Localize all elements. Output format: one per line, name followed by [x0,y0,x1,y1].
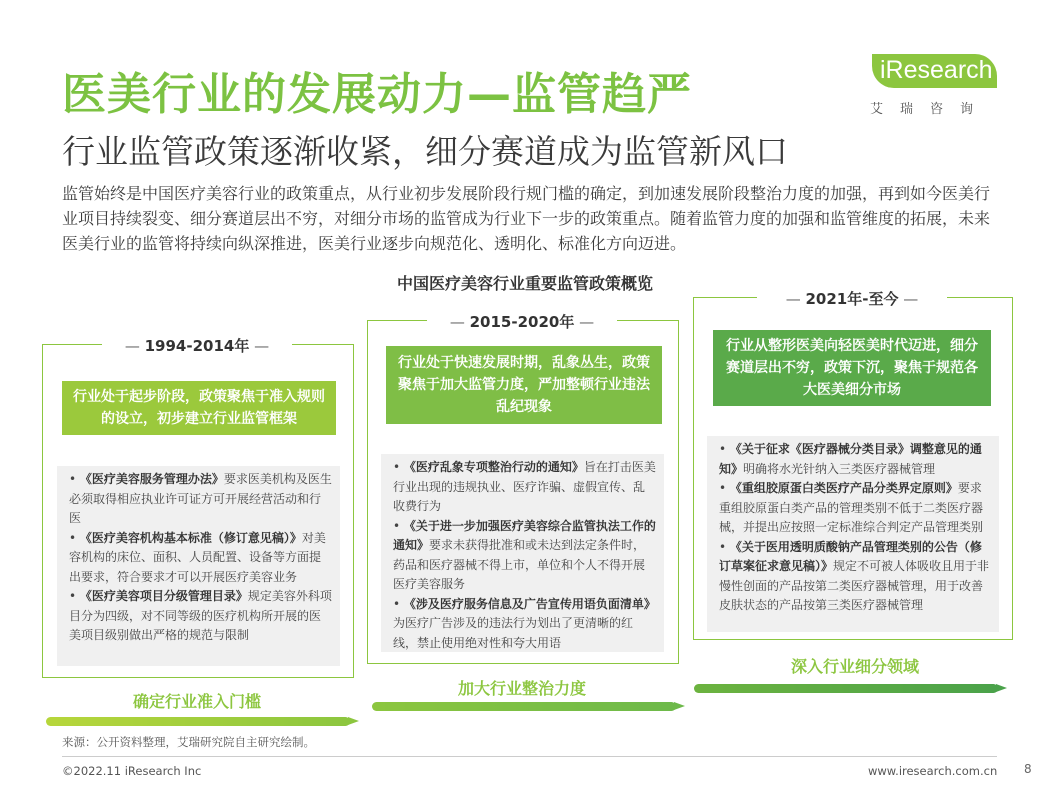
phase-arrow-2 [372,702,685,711]
period-lead-1994-2014 [62,381,336,435]
period-detail-1994-2014 [57,466,340,666]
phase-label-2: 加大行业整治力度 [457,679,586,698]
period-label-2015-2020: — 2015-2020年 — [427,311,617,331]
period-label-text: 1994-2014年 [144,337,250,355]
policy-text: 规定美容外科项目分为四级，对不同等级的医疗机构所开展的医美项目级别做出严格的规范与限制 [69,589,332,642]
overview-title: 中国医疗美容行业重要监管政策概览 [396,274,653,293]
policy-item: • 《医疗美容服务管理办法》要求医美机构及医生必须取得相应执业许可证方可开展经营活动和行医 [69,472,332,525]
phase-arrow-1 [46,717,359,726]
policy-item: • 《关于征求《医疗器械分类目录》调整意见的通知》明确将水光针纳入三类医疗器械管理 [719,442,982,476]
copyright: ©2022.11 iResearch Inc [62,764,202,778]
policy-item: • 《医疗美容项目分级管理目录》规定美容外科项目分为四级，对不同等级的医疗机构所开展的医美项目级别做出严格的规范与限制 [69,589,332,642]
period-label-1994-2014: — 1994-2014年 — [102,335,292,355]
policy-text: 要求重组胶原蛋白类产品的管理类别不低于二类医疗器械，并提出应按照一定标准综合判定产品管理类别 [719,481,984,534]
period-label-2021-now: — 2021年-至今 — [757,288,947,308]
policy-text: 要求未获得批准和或未达到法定条件时，药品和医疗器械不得上市，单位和个人不得开展医疗美容服务 [393,538,646,591]
period-label-text: 2015-2020年 [469,313,575,331]
policy-title: 《医疗美容服务管理办法》 [79,472,224,486]
intro-paragraph: 监管始终是中国医疗美容行业的政策重点，从行业初步发展阶段行规门槛的确定，到加速发展阶段整治力度的加强，再到如今医美行业项目持续裂变、细分赛道层出不穷，对细分市场的监管成为行业下一步的政策重点。随着监管力度的加强和监管维度的拓展，未来医美行业的监管将持续向纵深推进，医美行业逐步向规范化、透明化、标准化方向迈进。 [62,184,991,253]
period-detail-2021-now [707,436,999,632]
policy-title: 《医疗美容机构基本标准（修订意见稿）》 [79,530,302,545]
policy-text: 为医疗广告涉及的违法行为划出了更清晰的红线，禁止使用绝对性和夸大用语 [393,616,634,650]
policy-title: 《关于医用透明质酸钠产品管理类别的公告（修订草案征求意见稿）》 [719,539,982,573]
policy-text: 明确将水光针纳入三类医疗器械管理 [743,461,936,476]
period-lead-2021-now [713,330,991,406]
period-lead-text: 行业从整形医美向轻医美时代迈进，细分赛道层出不穷，政策下沉，聚焦于规范各大医美细分市场 [726,338,978,398]
phase-arrow-3 [694,684,1007,693]
policy-item: • 《重组胶原蛋白类医疗产品分类界定原则》要求重组胶原蛋白类产品的管理类别不低于二类医疗器械，并提出应按照一定标准综合判定产品管理类别 [719,481,984,534]
policy-item: • 《医疗美容机构基本标准（修订意见稿）》对美容机构的床位、面积、人员配置、设备等方面提出要求，符合要求才可以开展医疗美容业务 [69,530,326,584]
policy-item: • 《医疗乱象专项整治行动的通知》旨在打击医美行业出现的违规执业、医疗诈骗、虚假宣传、乱收费行为 [393,460,656,513]
logo-cn-text: 艾瑞咨询 [870,102,991,117]
page-subtitle: 行业监管政策逐渐收紧，细分赛道成为监管新风口 [62,132,788,171]
policy-text: 规定不可被人体吸收且用于非慢性创面的产品按第二类医疗器械管理，用于改善皮肤状态的产品按第三类医疗器械管理 [719,559,990,612]
phase-label-3: 深入行业细分领域 [790,657,919,676]
footer-divider [62,756,997,757]
iresearch-logo [862,54,1002,120]
period-lead-2015-2020 [386,346,662,424]
phase-label-1: 确定行业准入门槛 [132,692,261,711]
policy-item: • 《关于进一步加强医疗美容综合监管执法工作的通知》要求未获得批准和或未达到法定条件时，药品和医疗器械不得上市，单位和个人不得开展医疗美容服务 [393,518,656,591]
period-detail-2015-2020 [381,454,664,652]
policy-title: 《涉及医疗服务信息及广告宣传用语负面清单》 [403,596,656,611]
logo-text: iResearch [880,56,993,84]
policy-text: 要求医美机构及医生必须取得相应执业许可证方可开展经营活动和行医 [69,472,332,525]
period-lead-text: 行业处于起步阶段，政策聚焦于准入规则的设立，初步建立行业监管框架 [73,389,325,427]
policy-title: 《关于进一步加强医疗美容综合监管执法工作的通知》 [393,518,656,552]
policy-item: • 《关于医用透明质酸钠产品管理类别的公告（修订草案征求意见稿）》规定不可被人体吸收且用于非慢性创面的产品按第二类医疗器械管理，用于改善皮肤状态的产品按第三类医疗器械管理 [719,539,990,612]
policy-title: 《关于征求《医疗器械分类目录》调整意见的通知》 [719,442,982,476]
policy-title: 《重组胶原蛋白类医疗产品分类界定原则》 [729,481,958,495]
page-number: 8 [1024,762,1032,776]
policy-text: 旨在打击医美行业出现的违规执业、医疗诈骗、虚假宣传、乱收费行为 [393,460,656,513]
source-note: 来源：公开资料整理，艾瑞研究院自主研究绘制。 [62,735,315,749]
period-label-text: 2021年-至今 [805,290,899,308]
policy-title: 《医疗乱象专项整治行动的通知》 [403,460,584,474]
policy-item: • 《涉及医疗服务信息及广告宣传用语负面清单》为医疗广告涉及的违法行为划出了更清晰的红线，禁止使用绝对性和夸大用语 [393,596,656,650]
website-link[interactable]: www.iresearch.com.cn [868,764,998,778]
period-lead-text: 行业处于快速发展时期，乱象丛生，政策聚焦于加大监管力度，严加整顿行业违法乱纪现象 [398,355,650,415]
policy-title: 《医疗美容项目分级管理目录》 [79,589,248,603]
policy-text: 对美容机构的床位、面积、人员配置、设备等方面提出要求，符合要求才可以开展医疗美容业务 [69,530,326,584]
page-title: 医美行业的发展动力—监管趋严 [62,69,692,120]
